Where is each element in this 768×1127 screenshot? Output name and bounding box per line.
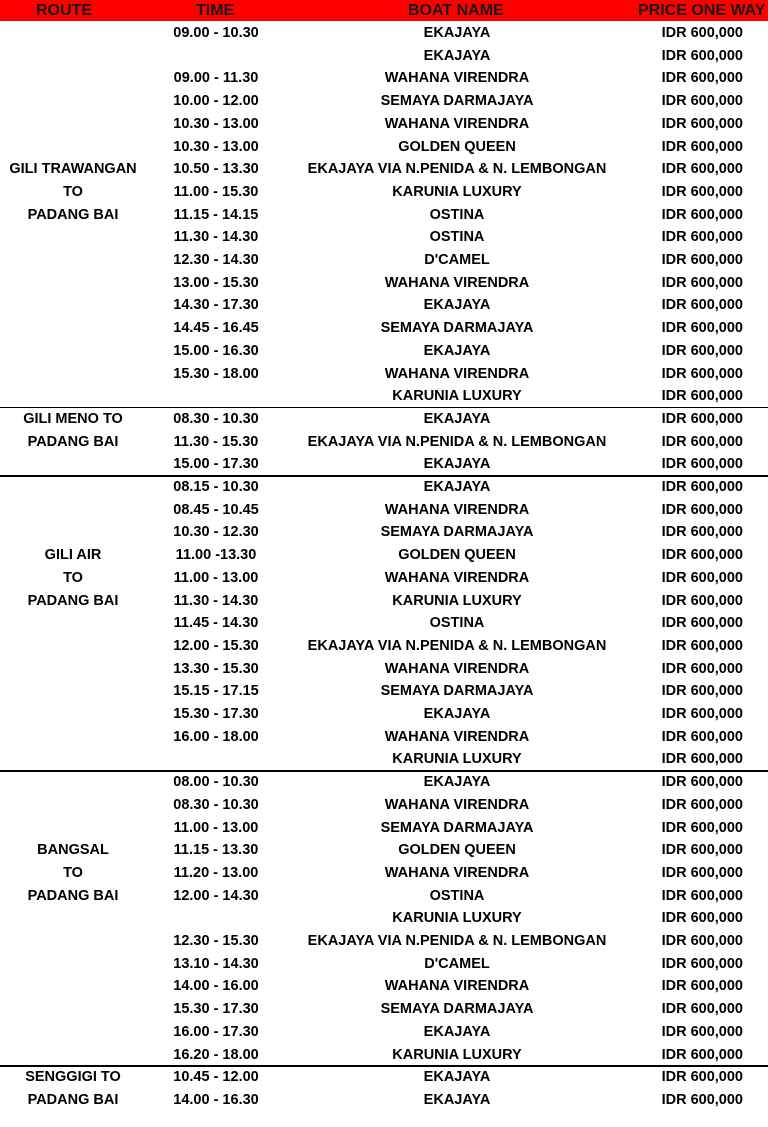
boat-name: SEMAYA DARMAJAYA bbox=[380, 819, 534, 836]
table-row bbox=[0, 907, 768, 930]
boat-name: EKAJAYA bbox=[423, 410, 491, 427]
boat-name: WAHANA VIRENDRA bbox=[384, 728, 530, 745]
boat-name: EKAJAYA bbox=[423, 456, 491, 473]
boat-name: EKAJAYA VIA N.PENIDA & N. LEMBONGAN bbox=[307, 637, 607, 654]
route-label: TO bbox=[63, 183, 83, 200]
table-row bbox=[0, 975, 768, 998]
price-one-way: IDR 600,000 bbox=[661, 1091, 743, 1108]
header-route: ROUTE bbox=[36, 2, 92, 19]
header-time: TIME bbox=[196, 2, 235, 19]
departure-time: 13.00 - 15.30 bbox=[173, 274, 259, 291]
boat-name: EKAJAYA bbox=[423, 479, 491, 495]
route-label: PADANG BAI bbox=[27, 887, 119, 904]
price-one-way: IDR 600,000 bbox=[661, 342, 743, 359]
table-row bbox=[0, 703, 768, 726]
route-label: PADANG BAI bbox=[27, 592, 119, 609]
departure-time: 14.00 - 16.30 bbox=[173, 1091, 259, 1108]
boat-name: WAHANA VIRENDRA bbox=[384, 569, 530, 586]
departure-time: 11.15 - 14.15 bbox=[173, 206, 259, 223]
departure-time: 09.00 - 11.30 bbox=[173, 70, 259, 87]
price-one-way: IDR 600,000 bbox=[661, 774, 743, 791]
boat-name: EKAJAYA bbox=[423, 342, 491, 359]
departure-time: 08.45 - 10.45 bbox=[173, 501, 259, 518]
price-one-way: IDR 600,000 bbox=[661, 93, 743, 110]
boat-name: WAHANA VIRENDRA bbox=[384, 796, 530, 813]
price-one-way: IDR 600,000 bbox=[661, 388, 743, 405]
price-one-way: IDR 600,000 bbox=[661, 252, 743, 268]
departure-time: 16.00 - 18.00 bbox=[173, 728, 259, 745]
departure-time: 15.30 - 17.30 bbox=[173, 1001, 259, 1018]
boat-name: EKAJAYA VIA N.PENIDA & N. LEMBONGAN bbox=[307, 933, 607, 949]
boat-name: GOLDEN QUEEN bbox=[398, 138, 516, 155]
boat-name: KARUNIA LUXURY bbox=[392, 388, 522, 405]
price-one-way: IDR 600,000 bbox=[661, 47, 743, 64]
departure-time: 14.45 - 16.45 bbox=[173, 320, 259, 337]
price-one-way: IDR 600,000 bbox=[661, 910, 743, 927]
boat-name: EKAJAYA bbox=[423, 1091, 491, 1108]
boat-name: KARUNIA LUXURY bbox=[392, 183, 522, 200]
header-boat-name: BOAT NAME bbox=[408, 2, 504, 19]
departure-time: 11.00 - 13.00 bbox=[173, 569, 259, 586]
departure-time: 15.30 - 17.30 bbox=[173, 706, 259, 722]
table-row bbox=[0, 658, 768, 681]
boat-name: WAHANA VIRENDRA bbox=[384, 365, 530, 382]
price-one-way: IDR 600,000 bbox=[661, 615, 743, 632]
table-row bbox=[0, 930, 768, 953]
price-one-way: IDR 600,000 bbox=[661, 70, 743, 87]
departure-time: 11.20 - 13.00 bbox=[173, 864, 259, 881]
departure-time: 08.30 - 10.30 bbox=[173, 410, 259, 427]
table-row bbox=[0, 680, 768, 703]
table-row bbox=[0, 317, 768, 340]
price-one-way: IDR 600,000 bbox=[661, 796, 743, 813]
table-row bbox=[0, 67, 768, 90]
boat-name: D'CAMEL bbox=[424, 955, 490, 972]
table-row bbox=[0, 748, 768, 771]
boat-name: EKAJAYA bbox=[423, 706, 491, 722]
departure-time: 10.45 - 12.00 bbox=[173, 1069, 259, 1086]
table-row bbox=[0, 862, 768, 885]
table-row bbox=[0, 22, 768, 45]
price-one-way: IDR 600,000 bbox=[661, 592, 743, 609]
route-label: SENGGIGI TO bbox=[25, 1069, 121, 1086]
departure-time: 11.00 - 15.30 bbox=[173, 183, 259, 200]
price-one-way: IDR 600,000 bbox=[661, 547, 743, 564]
boat-name: OSTINA bbox=[429, 615, 485, 632]
boat-name: WAHANA VIRENDRA bbox=[384, 501, 530, 518]
boat-name: EKAJAYA bbox=[423, 1023, 491, 1040]
price-one-way: IDR 600,000 bbox=[661, 660, 743, 677]
boat-name: EKAJAYA bbox=[423, 774, 491, 791]
table-row bbox=[0, 953, 768, 976]
boat-name: SEMAYA DARMAJAYA bbox=[380, 683, 534, 700]
departure-time: 15.00 - 16.30 bbox=[173, 342, 259, 359]
table-row bbox=[0, 272, 768, 295]
table-row bbox=[0, 249, 768, 272]
table-row bbox=[0, 635, 768, 658]
price-one-way: IDR 600,000 bbox=[661, 138, 743, 155]
departure-time: 10.30 - 13.00 bbox=[173, 115, 259, 132]
boat-name: SEMAYA DARMAJAYA bbox=[380, 320, 534, 337]
price-one-way: IDR 600,000 bbox=[661, 297, 743, 314]
price-one-way: IDR 600,000 bbox=[661, 274, 743, 291]
table-row bbox=[0, 544, 768, 567]
price-one-way: IDR 600,000 bbox=[661, 501, 743, 518]
departure-time: 14.30 - 17.30 bbox=[173, 297, 259, 314]
route-label: TO bbox=[63, 569, 83, 586]
price-one-way: IDR 600,000 bbox=[661, 115, 743, 132]
departure-time: 13.10 - 14.30 bbox=[173, 955, 259, 972]
departure-time: 10.30 - 13.00 bbox=[173, 138, 259, 155]
departure-time: 11.30 - 15.30 bbox=[173, 433, 259, 450]
boat-name: SEMAYA DARMAJAYA bbox=[380, 524, 534, 541]
price-one-way: IDR 600,000 bbox=[661, 683, 743, 700]
price-one-way: IDR 600,000 bbox=[661, 978, 743, 995]
price-one-way: IDR 600,000 bbox=[661, 706, 743, 722]
price-one-way: IDR 600,000 bbox=[661, 183, 743, 200]
table-row bbox=[0, 1044, 768, 1067]
table-row bbox=[0, 839, 768, 862]
boat-name: WAHANA VIRENDRA bbox=[384, 660, 530, 677]
route-label: PADANG BAI bbox=[27, 433, 119, 450]
price-one-way: IDR 600,000 bbox=[661, 456, 743, 473]
boat-name: SEMAYA DARMAJAYA bbox=[380, 93, 534, 110]
departure-time: 15.00 - 17.30 bbox=[173, 456, 259, 473]
boat-name: KARUNIA LUXURY bbox=[392, 910, 522, 927]
price-one-way: IDR 600,000 bbox=[661, 864, 743, 881]
boat-name: WAHANA VIRENDRA bbox=[384, 115, 530, 132]
departure-time: 14.00 - 16.00 bbox=[173, 978, 259, 995]
departure-time: 12.30 - 15.30 bbox=[173, 933, 259, 949]
table-row bbox=[0, 499, 768, 522]
route-label: GILI AIR bbox=[44, 547, 102, 564]
boat-name: KARUNIA LUXURY bbox=[392, 1046, 522, 1063]
boat-name: WAHANA VIRENDRA bbox=[384, 274, 530, 291]
price-one-way: IDR 600,000 bbox=[661, 1046, 743, 1063]
route-label: PADANG BAI bbox=[27, 1091, 119, 1108]
table-row bbox=[0, 226, 768, 249]
price-one-way: IDR 600,000 bbox=[661, 410, 743, 427]
departure-time: 08.15 - 10.30 bbox=[173, 479, 259, 495]
table-row bbox=[0, 567, 768, 590]
table-row bbox=[0, 385, 768, 408]
price-one-way: IDR 600,000 bbox=[661, 819, 743, 836]
boat-name: WAHANA VIRENDRA bbox=[384, 70, 530, 87]
departure-time: 12.00 - 14.30 bbox=[173, 887, 259, 904]
price-one-way: IDR 600,000 bbox=[661, 229, 743, 246]
boat-name: WAHANA VIRENDRA bbox=[384, 978, 530, 995]
table-header bbox=[0, 0, 768, 21]
table-row bbox=[0, 90, 768, 113]
boat-name: KARUNIA LUXURY bbox=[392, 592, 522, 609]
price-one-way: IDR 600,000 bbox=[661, 842, 743, 859]
departure-time: 15.15 - 17.15 bbox=[173, 683, 259, 700]
departure-time: 08.30 - 10.30 bbox=[173, 796, 259, 813]
departure-time: 11.45 - 14.30 bbox=[173, 615, 259, 632]
price-one-way: IDR 600,000 bbox=[661, 161, 743, 178]
boat-name: EKAJAYA VIA N.PENIDA & N. LEMBONGAN bbox=[307, 433, 607, 450]
price-one-way: IDR 600,000 bbox=[661, 887, 743, 904]
route-label: BANGSAL bbox=[37, 842, 109, 859]
departure-time: 11.30 - 14.30 bbox=[173, 592, 259, 609]
price-one-way: IDR 600,000 bbox=[661, 524, 743, 541]
table-row bbox=[0, 794, 768, 817]
departure-time: 10.50 - 13.30 bbox=[173, 161, 259, 178]
departure-time: 11.00 - 13.00 bbox=[173, 819, 259, 836]
table-row bbox=[0, 612, 768, 635]
price-one-way: IDR 600,000 bbox=[661, 955, 743, 972]
table-row bbox=[0, 113, 768, 136]
boat-name: OSTINA bbox=[429, 887, 485, 904]
table-row bbox=[0, 181, 768, 204]
departure-time: 16.20 - 18.00 bbox=[173, 1046, 259, 1063]
table-row bbox=[0, 521, 768, 544]
table-row bbox=[0, 453, 768, 476]
boat-name: EKAJAYA bbox=[423, 1069, 491, 1086]
price-one-way: IDR 600,000 bbox=[661, 1001, 743, 1018]
boat-name: KARUNIA LUXURY bbox=[392, 751, 522, 768]
table-row bbox=[0, 136, 768, 159]
price-one-way: IDR 600,000 bbox=[661, 751, 743, 768]
departure-time: 10.30 - 12.30 bbox=[173, 524, 259, 541]
table-row bbox=[0, 1021, 768, 1044]
departure-time: 09.00 - 10.30 bbox=[173, 25, 259, 41]
boat-name: GOLDEN QUEEN bbox=[398, 547, 516, 564]
table-row bbox=[0, 726, 768, 749]
departure-time: 16.00 - 17.30 bbox=[173, 1023, 259, 1040]
table-row bbox=[0, 817, 768, 840]
price-one-way: IDR 600,000 bbox=[661, 1023, 743, 1040]
departure-time: 11.30 - 14.30 bbox=[173, 229, 259, 246]
boat-name: WAHANA VIRENDRA bbox=[384, 864, 530, 881]
boat-name: D'CAMEL bbox=[424, 252, 490, 268]
header-price: PRICE ONE WAY bbox=[638, 2, 766, 19]
boat-name: GOLDEN QUEEN bbox=[398, 842, 516, 859]
departure-time: 11.15 - 13.30 bbox=[173, 842, 259, 859]
departure-time: 12.00 - 15.30 bbox=[173, 637, 259, 654]
route-label: GILI TRAWANGAN bbox=[9, 161, 137, 178]
boat-name: EKAJAYA bbox=[423, 47, 491, 64]
boat-name: OSTINA bbox=[429, 229, 485, 246]
departure-time: 13.30 - 15.30 bbox=[173, 660, 259, 677]
boat-name: EKAJAYA VIA N.PENIDA & N. LEMBONGAN bbox=[307, 161, 607, 178]
price-one-way: IDR 600,000 bbox=[661, 25, 743, 41]
price-one-way: IDR 600,000 bbox=[661, 365, 743, 382]
price-one-way: IDR 600,000 bbox=[661, 433, 743, 450]
table-row bbox=[0, 998, 768, 1021]
table-row bbox=[0, 294, 768, 317]
route-label: PADANG BAI bbox=[27, 206, 119, 223]
price-one-way: IDR 600,000 bbox=[661, 569, 743, 586]
price-one-way: IDR 600,000 bbox=[661, 479, 743, 495]
table-row bbox=[0, 771, 768, 794]
departure-time: 15.30 - 18.00 bbox=[173, 365, 259, 382]
departure-time: 08.00 - 10.30 bbox=[173, 774, 259, 791]
price-one-way: IDR 600,000 bbox=[661, 206, 743, 223]
boat-name: EKAJAYA bbox=[423, 25, 491, 41]
price-one-way: IDR 600,000 bbox=[661, 320, 743, 337]
table-row bbox=[0, 476, 768, 499]
departure-time: 11.00 -13.30 bbox=[175, 547, 257, 564]
boat-name: EKAJAYA bbox=[423, 297, 491, 314]
table-row bbox=[0, 363, 768, 386]
boat-name: SEMAYA DARMAJAYA bbox=[380, 1001, 534, 1018]
boat-name: OSTINA bbox=[429, 206, 485, 223]
route-label: GILI MENO TO bbox=[23, 410, 123, 427]
departure-time: 12.30 - 14.30 bbox=[173, 252, 259, 268]
departure-time: 10.00 - 12.00 bbox=[173, 93, 259, 110]
route-label: TO bbox=[63, 864, 83, 881]
price-one-way: IDR 600,000 bbox=[661, 637, 743, 654]
price-one-way: IDR 600,000 bbox=[661, 1069, 743, 1086]
price-one-way: IDR 600,000 bbox=[661, 933, 743, 949]
table-row bbox=[0, 45, 768, 68]
table-row bbox=[0, 340, 768, 363]
price-one-way: IDR 600,000 bbox=[661, 728, 743, 745]
